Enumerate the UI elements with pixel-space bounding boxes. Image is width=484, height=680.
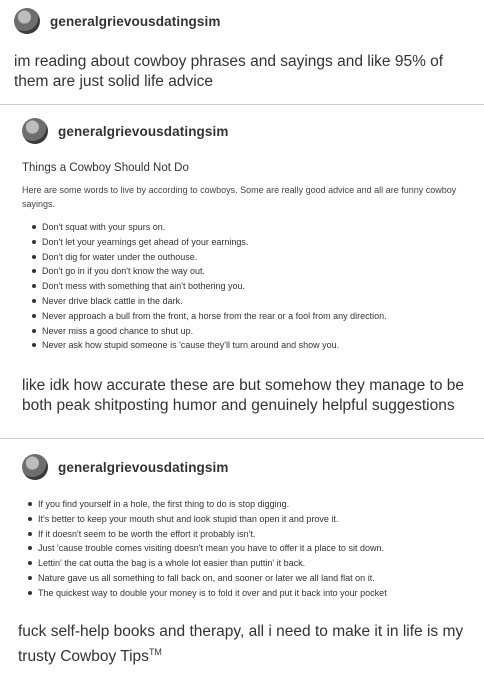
list-item: Don't dig for water under the outhouse.	[30, 250, 387, 265]
username[interactable]: generalgrievousdatingsim	[58, 123, 229, 139]
avatar[interactable]	[22, 454, 48, 480]
list-item: Don't let your yearnings get ahead of your earnings.	[30, 235, 387, 250]
list-item: Never ask how stupid someone is 'cause they'll turn around and show you.	[30, 338, 387, 353]
avatar[interactable]	[22, 118, 48, 144]
list-item: Don't go in if you don't know the way out.	[30, 264, 387, 279]
trademark-sign: TM	[148, 647, 162, 657]
list-item: Just 'cause trouble comes visiting doesn't mean you have to offer it a place to sit down.	[26, 541, 387, 556]
list-item: Never approach a bull from the front, a horse from the rear or a fool from any direction.	[30, 309, 387, 324]
username[interactable]: generalgrievousdatingsim	[50, 13, 221, 29]
list-item: It's better to keep your mouth shut and look stupid than open it and prove it.	[26, 512, 387, 527]
list-item: Nature gave us all something to fall back on, and sooner or later we all land flat on it.	[26, 571, 387, 586]
list-item: If it doesn't seem to be worth the effort it probably isn't.	[26, 527, 387, 542]
list-item: Never drive black cattle in the dark.	[30, 294, 387, 309]
quote-description: Here are some words to live by according to cowboys. Some are really good advice and all are funny cowboy sayings.	[22, 185, 457, 209]
quote-title: Things a Cowboy Should Not Do	[22, 162, 189, 174]
post-3-header	[22, 454, 228, 480]
advice-list	[30, 220, 387, 353]
username[interactable]: generalgrievousdatingsim	[58, 459, 229, 475]
list-item: Lettin' the cat outta the bag is a whole lot easier than puttin' it back.	[26, 556, 387, 571]
list-item: The quickest way to double your money is to fold it over and put it back into your pocket	[26, 586, 387, 601]
post-2-text: like idk how accurate these are but somehow they manage to be both peak shitposting humor and genuinely helpful suggestions	[22, 377, 465, 414]
post-3-text	[18, 622, 474, 667]
avatar[interactable]	[14, 8, 40, 34]
post-3-text-main: fuck self-help books and therapy, all i need to make it in life is my trusty Cowboy Tips	[18, 623, 464, 666]
advice-list	[26, 497, 387, 601]
list-item: Don't mess with something that ain't bothering you.	[30, 279, 387, 294]
divider	[0, 438, 484, 439]
list-item: If you find yourself in a hole, the first thing to do is stop digging.	[26, 497, 387, 512]
post-2-header	[22, 118, 228, 144]
divider	[0, 104, 484, 105]
post-1-header	[14, 8, 220, 34]
list-item: Don't squat with your spurs on.	[30, 220, 387, 235]
list-item: Never miss a good chance to shut up.	[30, 324, 387, 339]
post-1-text: im reading about cowboy phrases and sayings and like 95% of them are just solid life advice	[14, 53, 444, 90]
